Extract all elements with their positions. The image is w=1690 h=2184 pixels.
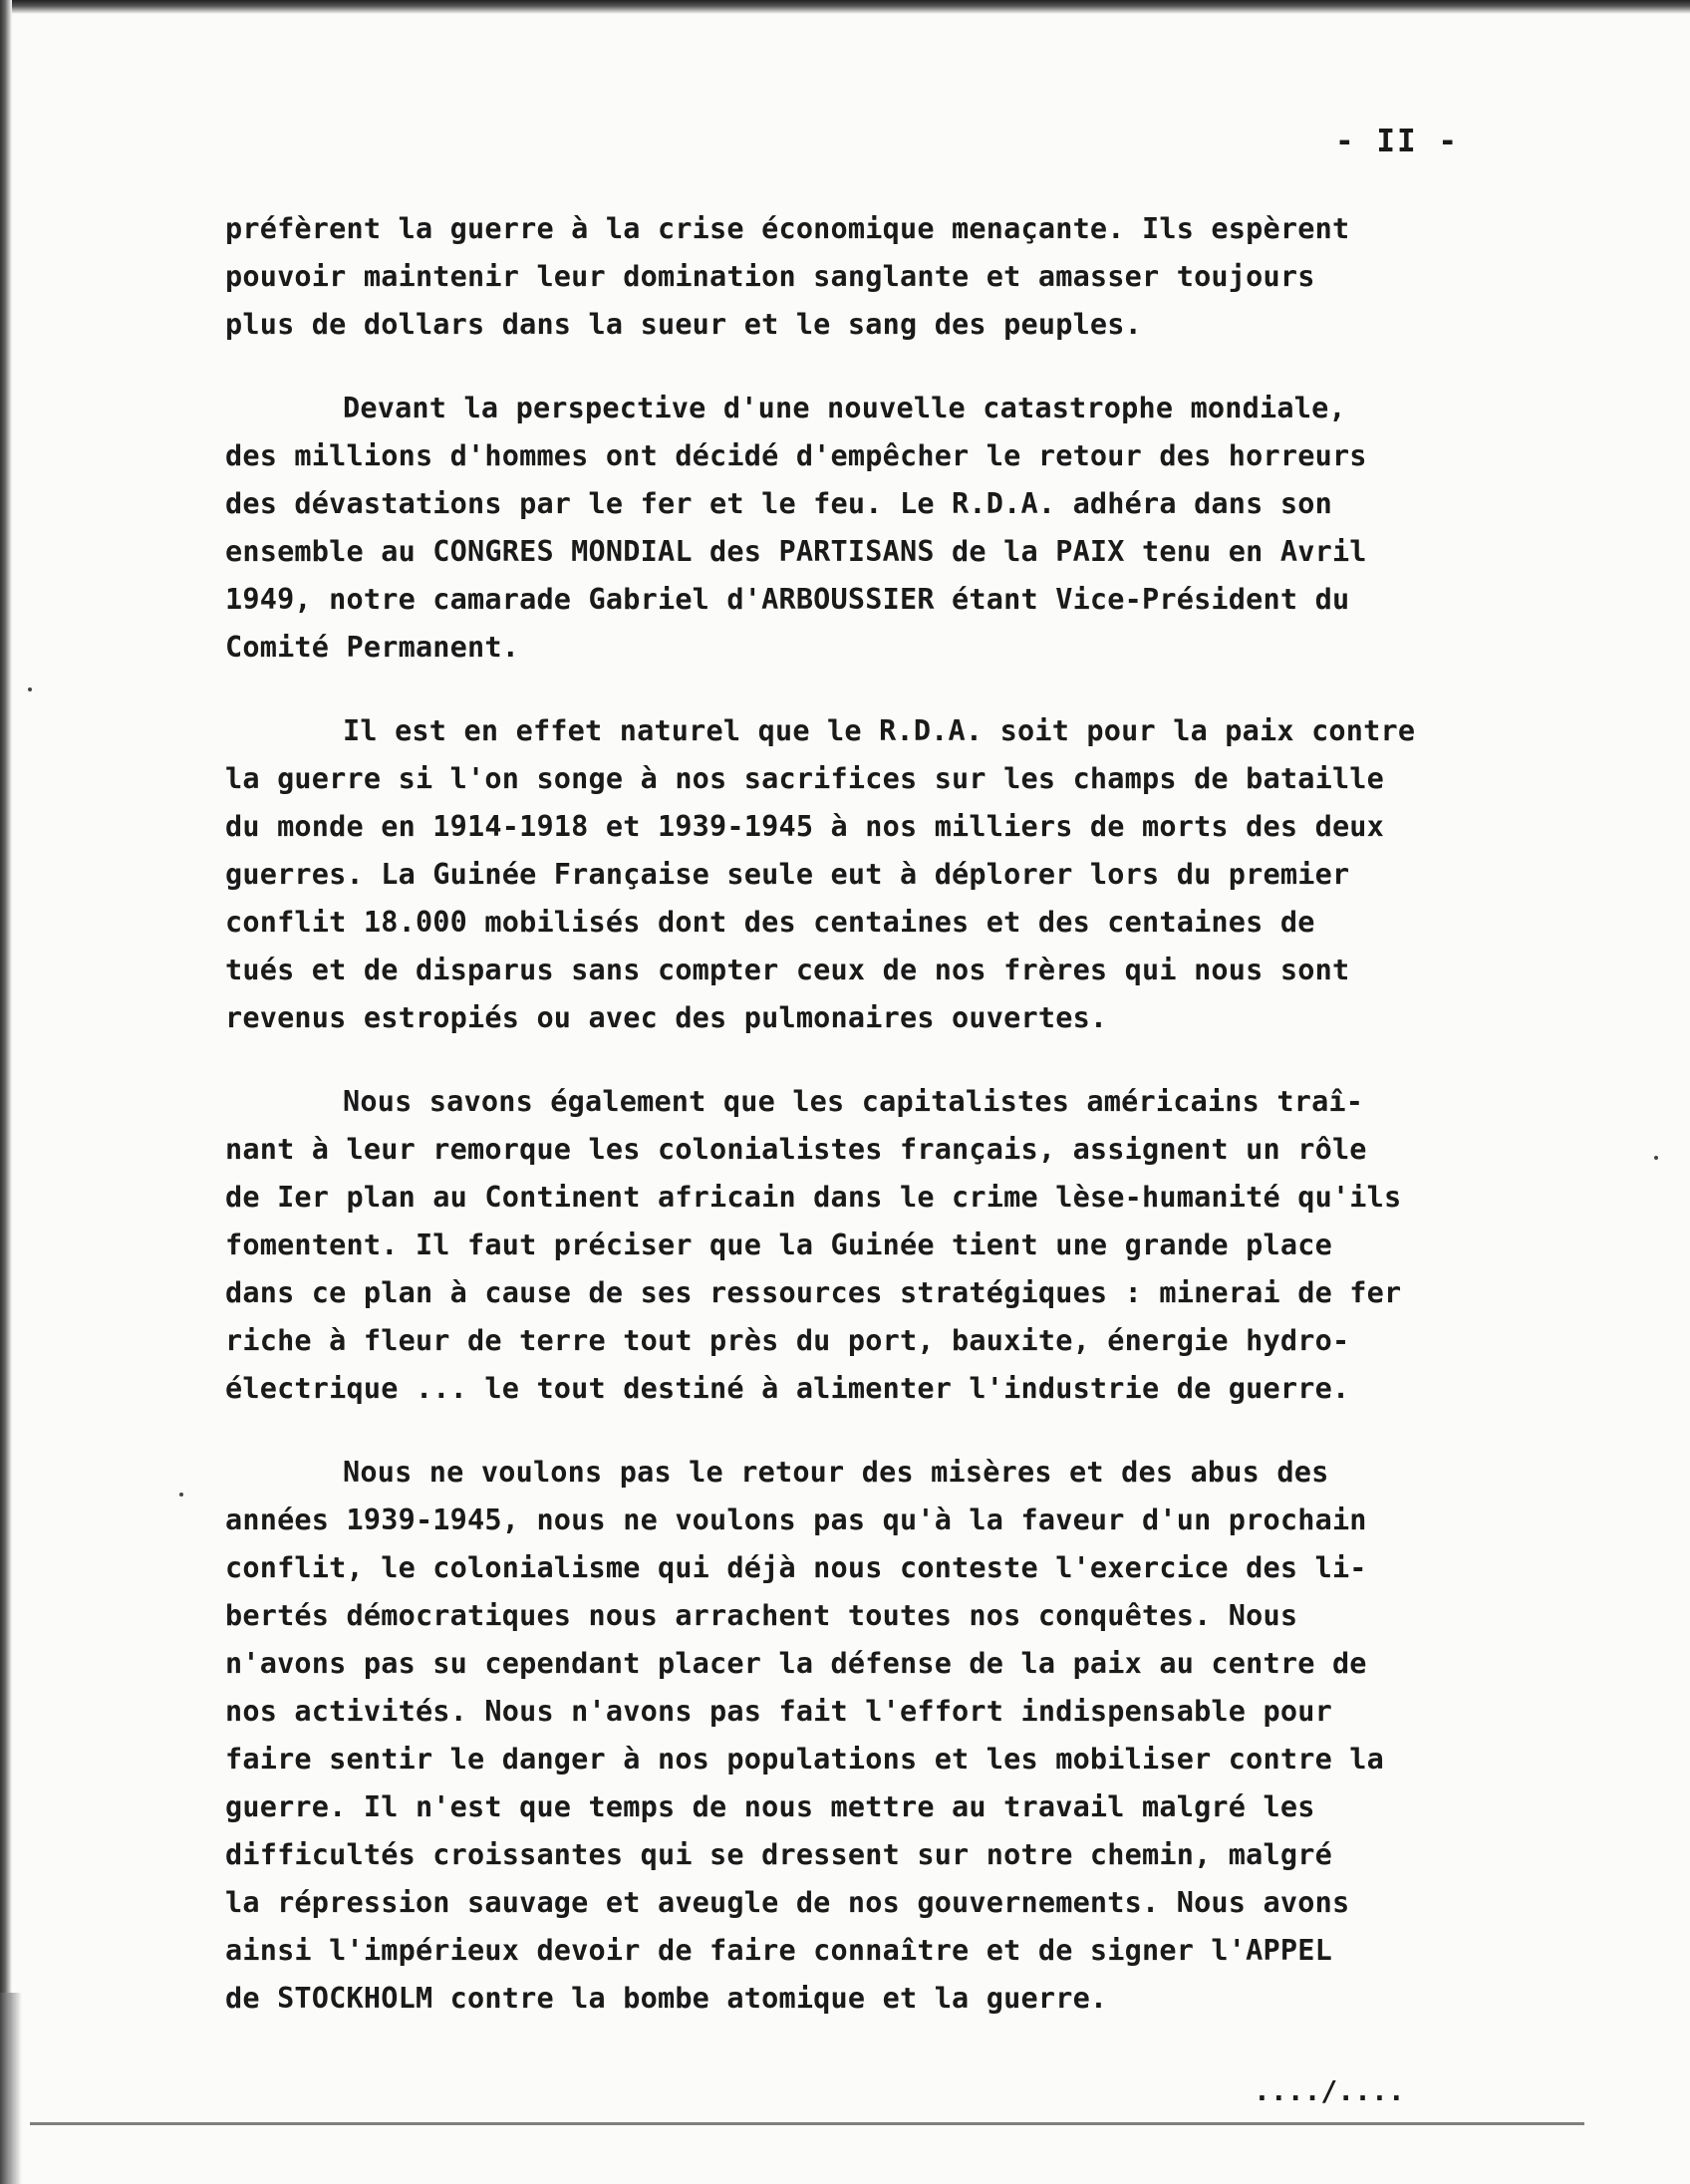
continuation-mark: ..../.... xyxy=(1254,2074,1405,2107)
text-line: conflit 18.000 mobilisés dont des centaines et des centaines de xyxy=(225,906,1315,939)
paragraph xyxy=(225,205,1560,349)
page-number: - II - xyxy=(1335,124,1459,159)
text-line: Nous ne voulons pas le retour des misères et des abus des xyxy=(343,1456,1329,1489)
text-line: guerre. Il n'est que temps de nous mettre au travail malgré les xyxy=(225,1790,1315,1823)
scan-speck xyxy=(28,687,32,691)
text-line: tués et de disparus sans compter ceux de nos frères qui nous sont xyxy=(225,954,1350,986)
text-line: riche à fleur de terre tout près du port, bauxite, énergie hydro- xyxy=(225,1324,1350,1357)
scan-shadow-bottom-left xyxy=(0,1993,22,2184)
text-line: Devant la perspective d'une nouvelle catastrophe mondiale, xyxy=(343,392,1346,424)
text-line: la répression sauvage et aveugle de nos gouvernements. Nous avons xyxy=(225,1886,1350,1919)
bottom-rule xyxy=(30,2122,1584,2125)
text-line: 1949, notre camarade Gabriel d'ARBOUSSIER étant Vice-Président du xyxy=(225,583,1350,616)
text-line: Comité Permanent. xyxy=(225,631,520,664)
scan-border-top xyxy=(0,0,1690,14)
text-line: guerres. La Guinée Française seule eut à déplorer lors du premier xyxy=(225,858,1350,891)
text-line: électrique ... le tout destiné à alimenter l'industrie de guerre. xyxy=(225,1372,1350,1405)
text-line: années 1939-1945, nous ne voulons pas qu'à la faveur d'un prochain xyxy=(225,1503,1367,1536)
paragraph xyxy=(225,1078,1560,1413)
text-line: de STOCKHOLM contre la bombe atomique et la guerre. xyxy=(225,1982,1108,2015)
text-line: des dévastations par le fer et le feu. Le R.D.A. adhéra dans son xyxy=(225,487,1332,520)
text-line: ensemble au CONGRES MONDIAL des PARTISANS de la PAIX tenu en Avril xyxy=(225,535,1367,568)
paragraph xyxy=(225,707,1560,1042)
paragraph xyxy=(225,385,1560,672)
scan-speck xyxy=(1654,1156,1658,1160)
scan-speck xyxy=(179,1493,183,1497)
text-line: préfèrent la guerre à la crise économique menaçante. Ils espèrent xyxy=(225,212,1350,245)
text-line: de Ier plan au Continent africain dans le crime lèse-humanité qu'ils xyxy=(225,1181,1402,1214)
text-line: nant à leur remorque les colonialistes français, assignent un rôle xyxy=(225,1133,1367,1166)
text-line: fomentent. Il faut préciser que la Guinée tient une grande place xyxy=(225,1228,1332,1261)
text-line: difficultés croissantes qui se dressent sur notre chemin, malgré xyxy=(225,1838,1332,1871)
text-line: n'avons pas su cependant placer la défense de la paix au centre de xyxy=(225,1647,1367,1680)
text-line: ainsi l'impérieux devoir de faire connaître et de signer l'APPEL xyxy=(225,1934,1332,1967)
text-line: dans ce plan à cause de ses ressources stratégiques : minerai de fer xyxy=(225,1276,1402,1309)
text-line: revenus estropiés ou avec des pulmonaires ouvertes. xyxy=(225,1001,1108,1034)
text-line: du monde en 1914-1918 et 1939-1945 à nos milliers de morts des deux xyxy=(225,810,1385,843)
text-line: la guerre si l'on songe à nos sacrifices sur les champs de bataille xyxy=(225,762,1385,795)
text-line: faire sentir le danger à nos populations et les mobiliser contre la xyxy=(225,1743,1385,1775)
text-line: Il est en effet naturel que le R.D.A. soit pour la paix contre xyxy=(343,714,1416,747)
text-line: conflit, le colonialisme qui déjà nous conteste l'exercice des li- xyxy=(225,1551,1367,1584)
text-line: pouvoir maintenir leur domination sanglante et amasser toujours xyxy=(225,260,1315,293)
text-line: bertés démocratiques nous arrachent toutes nos conquêtes. Nous xyxy=(225,1599,1298,1632)
text-line: Nous savons également que les capitalistes américains traî- xyxy=(343,1085,1364,1118)
text-line: des millions d'hommes ont décidé d'empêcher le retour des horreurs xyxy=(225,439,1367,472)
scan-border-left xyxy=(0,0,12,2184)
text-line: plus de dollars dans la sueur et le sang des peuples. xyxy=(225,308,1142,341)
document-body xyxy=(225,205,1560,2058)
paragraph xyxy=(225,1449,1560,2023)
text-line: nos activités. Nous n'avons pas fait l'effort indispensable pour xyxy=(225,1695,1332,1728)
